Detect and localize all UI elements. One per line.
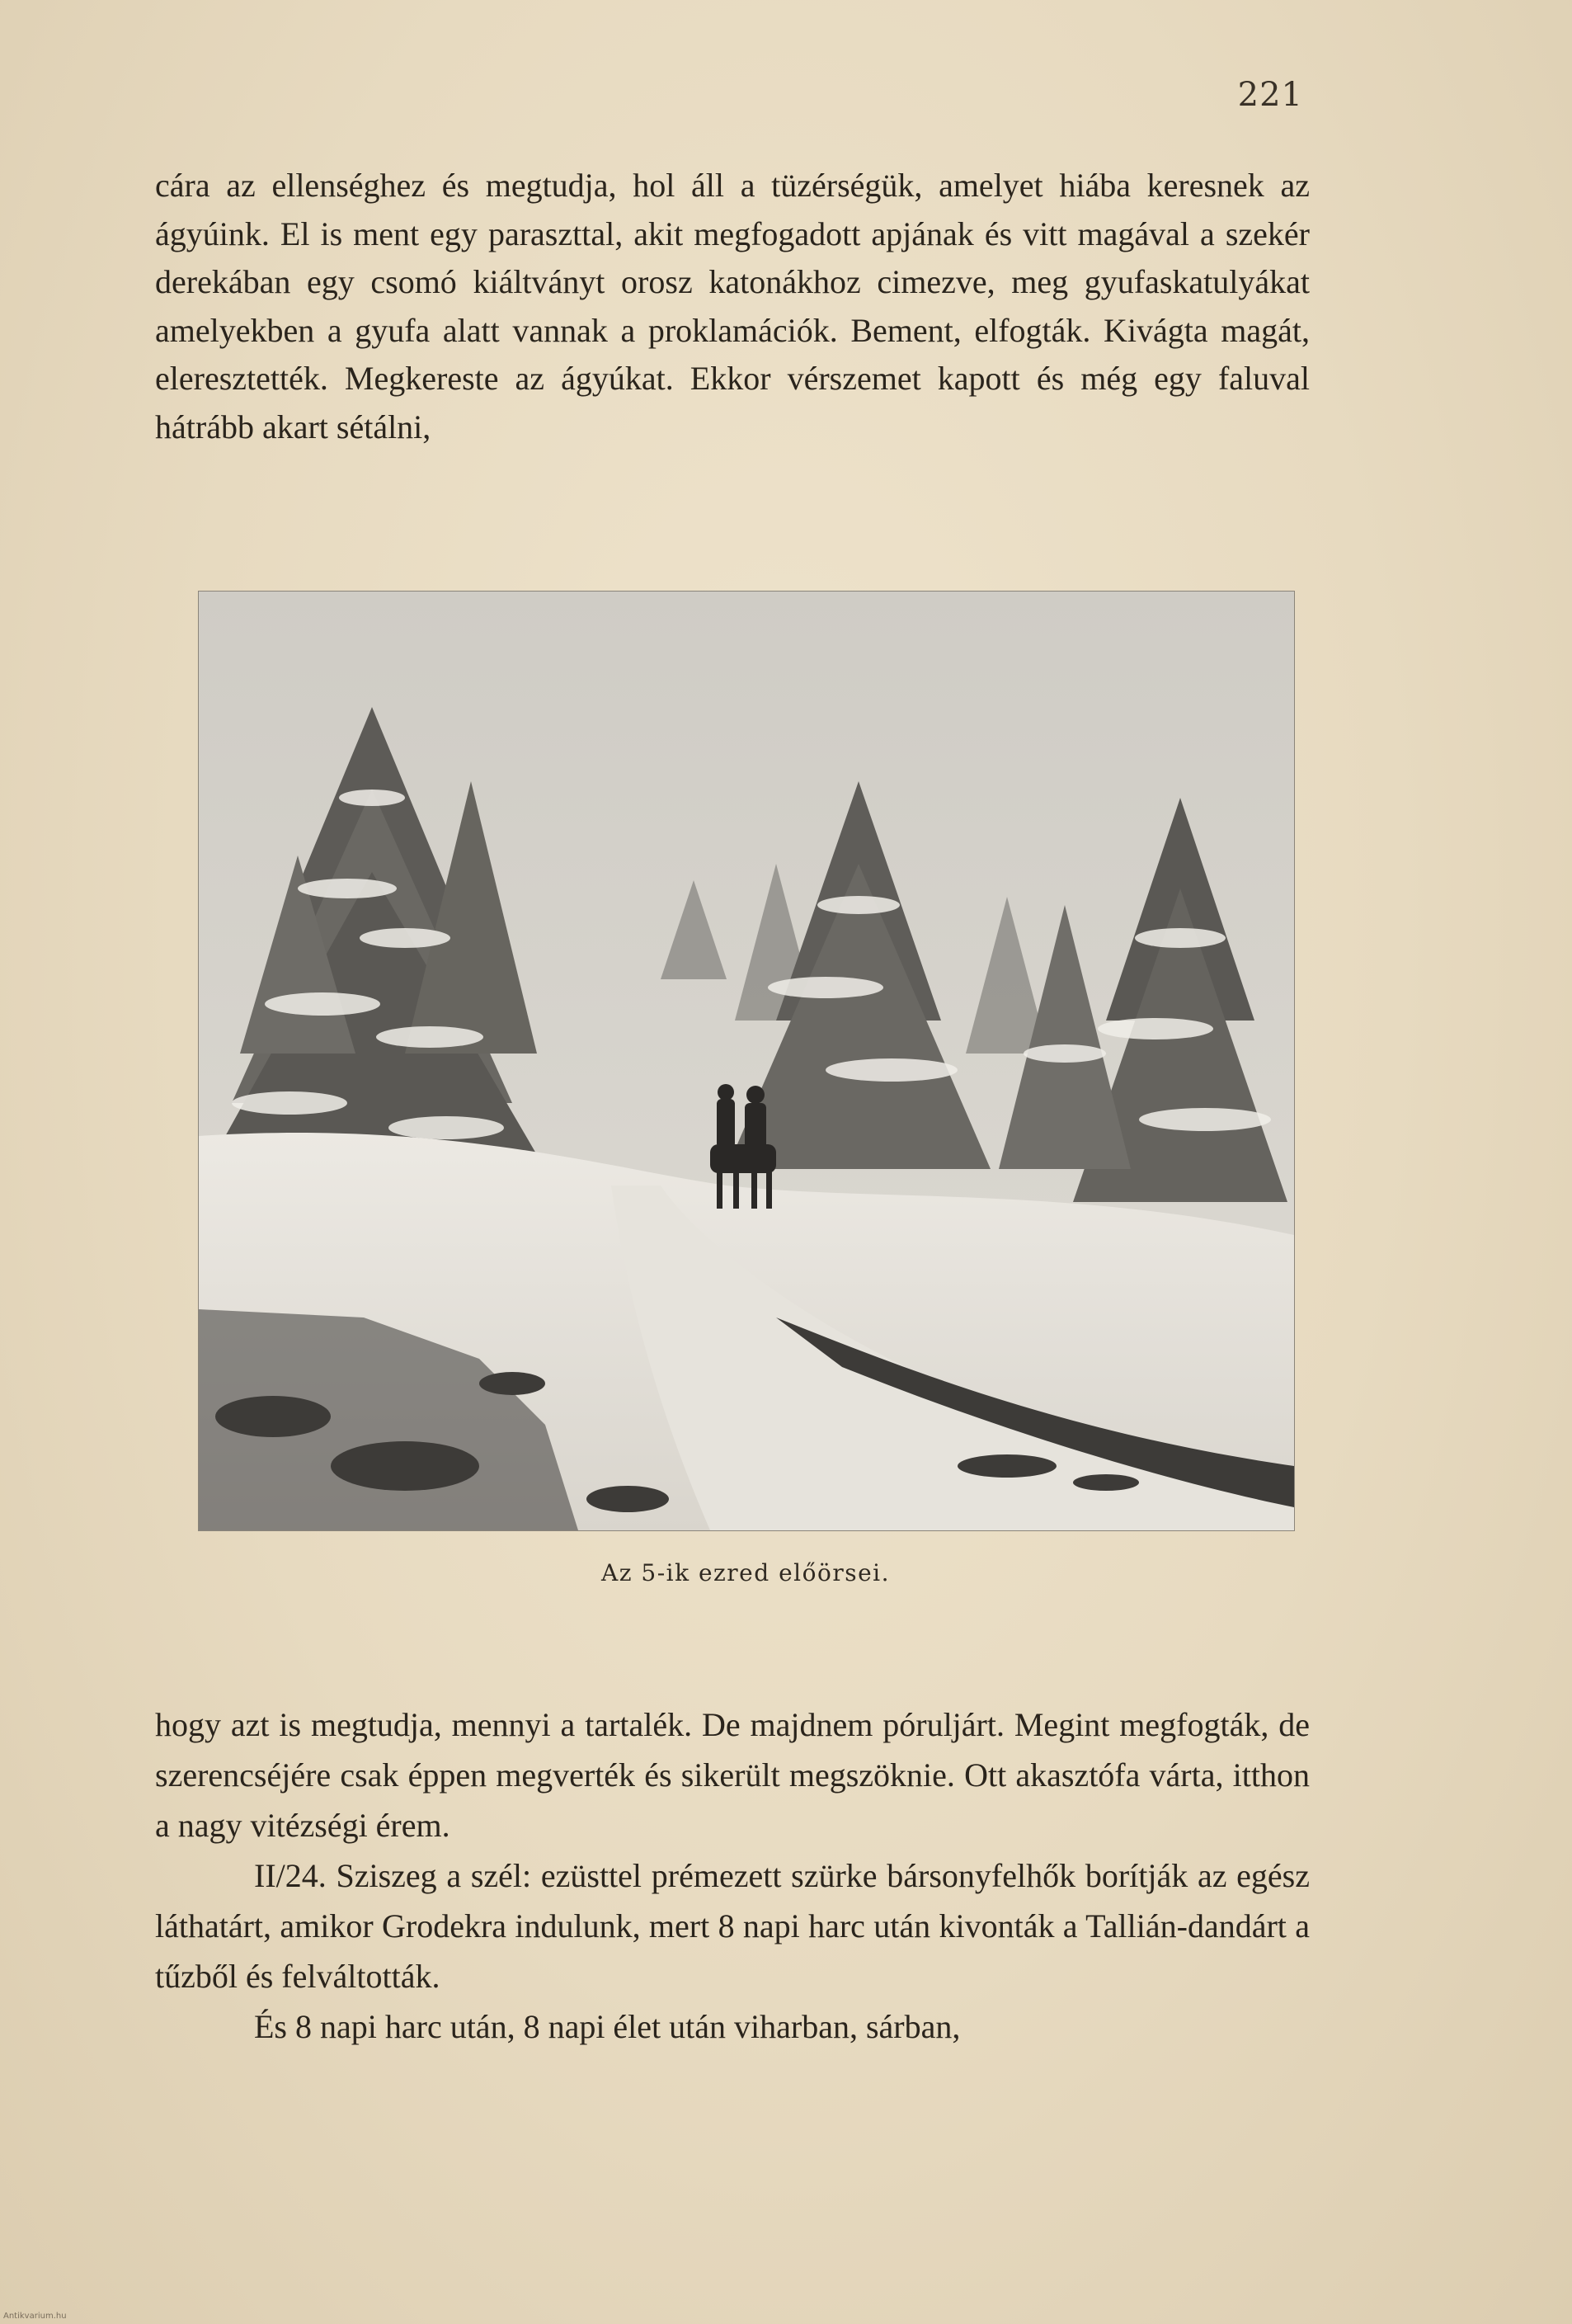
paragraph-final: És 8 napi harc után, 8 napi élet után viharban, sárban, (254, 2008, 961, 2045)
top-paragraph-block (155, 162, 1310, 451)
photo-figure (198, 591, 1295, 1531)
top-paragraph: cára az ellenséghez és megtudja, hol áll a tüzérségük, amelyet hiába keresnek az ágyúink. El is ment egy paraszttal, akit megfogadott apjának és vitt magával a szekér derekában egy csomó kiáltványt orosz katonákhoz cimezve, meg gyufaskatulyákat amelyekben a gyufa alatt vannak a proklamációk. Bement, elfogták. Kivágta magát, eleresztették. Megkereste az ágyúkat. Ekkor vérszemet kapott és még egy faluval hátrább akart sétálni, (155, 167, 1310, 445)
page-number: 221 (1237, 76, 1303, 114)
figure-caption: Az 5-ik ezred előörsei. (601, 1559, 890, 1586)
paragraph-diary-entry: II/24. Sziszeg a szél: ezüsttel prémezett szürke bársonyfelhők borítják az egész láthatárt, amikor Grodekra indulunk, mert 8 napi harc után kivonták a Tallián-dandárt a tűzből és felváltották. (155, 1857, 1310, 1995)
bottom-paragraph-block (155, 1699, 1310, 2052)
snowy-forest-photo (199, 592, 1294, 1530)
paragraph-continuation: hogy azt is megtudja, mennyi a tartalék. De majdnem póruljárt. Megint megfogták, de szerencséjére csak éppen megverték és sikerült megszöknie. Ott akasztófa várta, itthon a nagy vitézségi érem. (155, 1706, 1310, 1844)
watermark: Antikvarium.hu (3, 2312, 67, 2321)
